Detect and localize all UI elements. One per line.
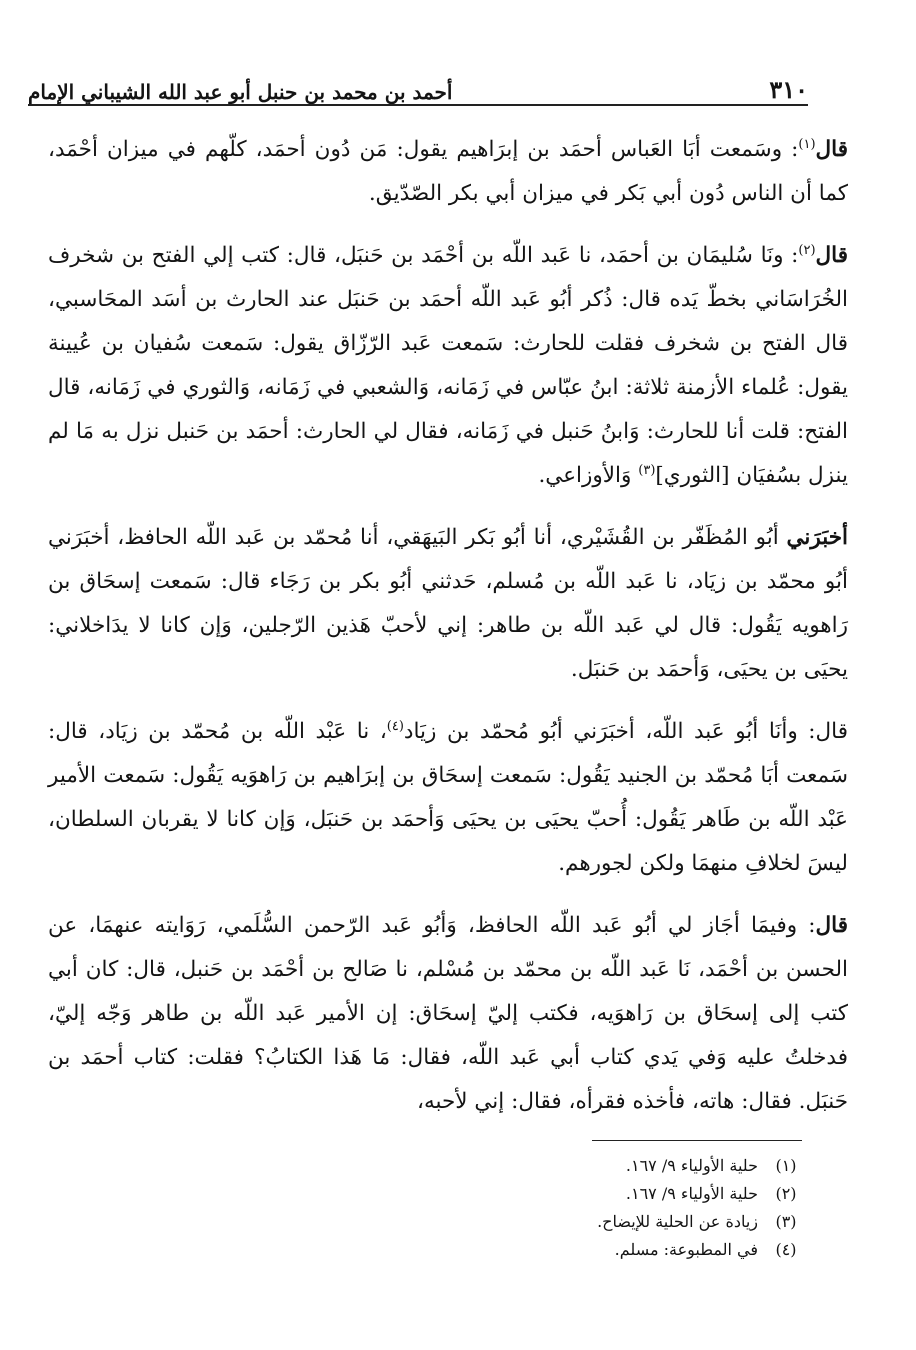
header-rule (28, 104, 808, 106)
footnote-mark: (٤) (386, 718, 404, 734)
paragraph-text: : ونَا سُليمَان بن أحمَد، نا عَبد اللّه بن أحْمَد بن حَنبَل، قال: كتب إلي الفتح بن شخرف الخُرَاسَاني بخطّ يَده قال: ذُكر أبُو عَبد اللّه أحمَد بن حَنبَل عند الحارث بن أسَد المحَاسبي، قال الفتح بن شخرف فقلت للحارث: سَمعت عَبد الرّزّاق يقول: سَمعت سُفيان بن عُيينة يقول: عُلماء الأزمنة ثلاثة: ابنُ عبّاس في زَمَانه، وَالشعبي في زَمَانه، وَالثوري في زَمَانه، قال الفتح: قلت أنا للحارث: وَابنُ حَنبل في زَمَانه، فقال لي الحارث: أحمَد بن حَنبل نزل به مَا لم ينزل بسُفيَان [الثوري] (48, 243, 848, 488)
paragraph-lead: قال (815, 913, 848, 938)
paragraph-text: : وسَمعت أبَا العَباس أحمَد بن إبرَاهيم يقول: مَن دُون أحمَد، كلّهم في ميزان أحْمَد، كما أن الناس دُون أبي بَكر في ميزان أبي بكر الصّدّيق. (48, 137, 848, 206)
paragraph-3 (48, 516, 848, 692)
paragraph-5 (48, 904, 848, 1124)
footnote-text: في المطبوعة: مسلم. (614, 1240, 758, 1259)
footnotes (450, 1152, 800, 1264)
main-text (48, 128, 848, 1142)
footnote-text: حلية الأولياء ٩/ ١٦٧. (625, 1156, 758, 1175)
footnote-number: (١) (775, 1156, 797, 1175)
paragraph-1 (48, 128, 848, 216)
footnote-mark: (٢) (798, 242, 816, 258)
footnote-item (450, 1236, 800, 1264)
footnote-text: زيادة عن الحلية للإيضاح. (597, 1212, 758, 1231)
footnote-number: (٢) (775, 1184, 797, 1203)
page-number: ٣١٠ (769, 75, 808, 104)
footnote-item (450, 1208, 800, 1236)
running-title: أحمد بن محمد بن حنبل أبو عبد الله الشيباني الإمام (28, 80, 453, 104)
footnote-number: (٣) (775, 1212, 797, 1231)
footnote-mark: (١) (798, 136, 816, 152)
paragraph-tail: وَالأوزاعي. (538, 463, 639, 488)
paragraph-tail: ، نا عَبْد اللّه بن مُحمّد بن زيَاد، قال: سَمعت أبَا مُحمّد بن الجنيد يَقُول: سَمعت إسحَاق بن إبرَاهيم بن رَاهوَيه يَقُول: سَمعت الأمير عَبْد اللّه بن طَاهر يَقُول: أُحبّ يحيَى بن يحيَى وَأحمَد بن حَنبَل، وَإن كانا لا يقربان السلطان، ليسَ لخلافِ منهمَا ولكن لجورهم. (48, 719, 848, 876)
footnote-mark: (٣) (638, 462, 656, 478)
paragraph-2 (48, 234, 848, 498)
footnote-number: (٤) (775, 1240, 797, 1259)
footnote-item (450, 1180, 800, 1208)
footnote-text: حلية الأولياء ٩/ ١٦٧. (625, 1184, 758, 1203)
paragraph-4 (48, 710, 848, 886)
paragraph-text: أبُو المُظَفّر بن القُشَيْري، أنا أبُو بَكر البَيهَقي، أنا مُحمّد بن عَبد اللّه الحافظ، أخبَرَني أبُو محمّد بن زيَاد، نا عَبد اللّه بن مُسلم، حَدثني أبُو بكر بن رَجَاء قال: سَمعت إسحَاق بن رَاهويه يَقُول: قال لي عَبد اللّه بن طاهر: إني لأحبّ هَذين الرّجلين، وَإن كانا لا يدَاخلاني: يحيَى بن يحيَى، وَأحمَد بن حَنبَل. (48, 525, 848, 682)
paragraph-lead: قال (815, 137, 848, 162)
footnote-item (450, 1152, 800, 1180)
paragraph-lead: قال (815, 243, 848, 268)
footnote-rule (592, 1140, 802, 1141)
page-header (28, 70, 808, 104)
paragraph-text: : وفيمَا أجَاز لي أبُو عَبد اللّه الحافظ، وَأبُو عَبد الرّحمن السُّلَمي، رَوَايته عنهمَا، عن الحسن بن أحْمَد، نَا عَبد اللّه بن محمّد بن مُسْلم، نا صَالح بن أحْمَد بن حَنبل، قال: كان أبي كتب إلى إسحَاق بن رَاهوَيه، فكتب إليّ إسحَاق: إن الأمير عَبد اللّه بن طاهر وَجّه إليّ، فدخلتُ عليه وَفي يَدي كتاب أبي عَبد اللّه، فقال: مَا هَذا الكتابُ؟ فقلت: كتاب أحمَد بن حَنبَل. فقال: هاته، فأخذه فقرأه، فقال: إني لأحبه، (48, 913, 848, 1114)
paragraph-lead: أخبَرَني (786, 525, 848, 550)
paragraph-text: قال: وأنَا أبُو عَبد اللّه، أخبَرَني أبُو مُحمّد بن زيَاد (403, 719, 848, 744)
